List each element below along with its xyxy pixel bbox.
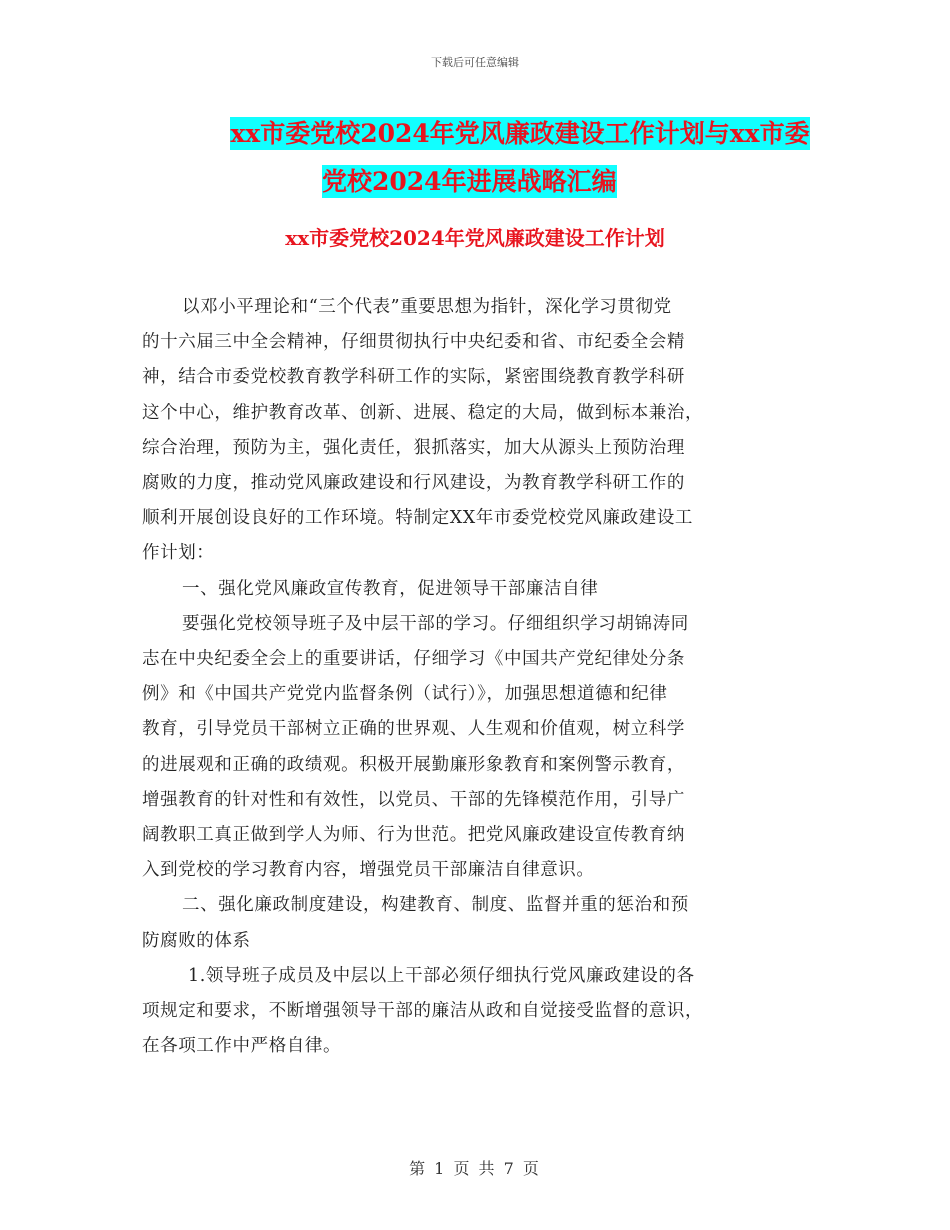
paragraph-line: 这个中心，维护教育改革、创新、进展、稳定的大局，做到标本兼治， <box>142 402 704 423</box>
heading-line: 防腐败的体系 <box>142 930 251 951</box>
paragraph-line: 的十六届三中全会精神，仔细贯彻执行中央纪委和省、市纪委全会精 <box>142 332 685 353</box>
paragraph-line: 教育，引导党员干部树立正确的世界观、人生观和价值观，树立科学 <box>142 719 685 740</box>
title-line-2: 党校2024年进展战略汇编 <box>322 167 617 196</box>
paragraph-line: 要强化党校领导班子及中层干部的学习。仔细组织学习胡锦涛同 <box>182 613 689 634</box>
paragraph-line: 以邓小平理论和“三个代表”重要思想为指针，深化学习贯彻党 <box>182 297 672 317</box>
document-body <box>142 290 810 1064</box>
paragraph-line: 作计划： <box>142 543 215 564</box>
document-title <box>150 110 850 206</box>
title-line-1: xx市委党校2024年党风廉政建设工作计划与xx市委 <box>230 119 810 148</box>
heading-line: 一、强化党风廉政宣传教育，促进领导干部廉洁自律 <box>182 578 599 599</box>
paragraph-line: 入到党校的学习教育内容，增强党员干部廉洁自律意识。 <box>142 860 595 881</box>
paragraph-line: 例》和《中国共产党党内监督条例（试行）》，加强思想道德和纪律 <box>142 684 668 705</box>
heading-line: 二、强化廉政制度建设，构建教育、制度、监督并重的惩治和预 <box>182 895 689 916</box>
paragraph-line: 综合治理，预防为主，强化责任，狠抓落实，加大从源头上预防治理 <box>142 437 685 458</box>
paragraph-line: 志在中央纪委全会上的重要讲话，仔细学习《中国共产党纪律处分条 <box>142 649 685 670</box>
paragraph-line: 阔教职工真正做到学人为师、行为世范。把党风廉政建设宣传教育纳 <box>142 825 685 846</box>
section-title: xx市委党校2024年党风廉政建设工作计划 <box>285 226 665 250</box>
paragraph-line: 腐败的力度，推动党风廉政建设和行风建设，为教育教学科研工作的 <box>142 473 685 494</box>
paragraph-line: 顺利开展创设良好的工作环境。特制定XX年市委党校党风廉政建设工 <box>142 508 694 529</box>
paragraph-line: 神，结合市委党校教育教学科研工作的实际，紧密围绕教育教学科研 <box>142 367 685 388</box>
paragraph-line: 增强教育的针对性和有效性，以党员、干部的先锋模范作用，引导广 <box>142 789 685 810</box>
paragraph-line: 在各项工作中严格自律。 <box>142 1036 342 1057</box>
page-header-note: 下载后可任意编辑 <box>431 56 519 69</box>
paragraph-line: 1.领导班子成员及中层以上干部必须仔细执行党风廉政建设的各 <box>188 965 695 986</box>
paragraph-line: 项规定和要求，不断增强领导干部的廉洁从政和自觉接受监督的意识， <box>142 1001 704 1022</box>
page-number: 第 1 页 共 7 页 <box>409 1159 541 1178</box>
paragraph-line: 的进展观和正确的政绩观。积极开展勤廉形象教育和案例警示教育， <box>142 754 685 775</box>
